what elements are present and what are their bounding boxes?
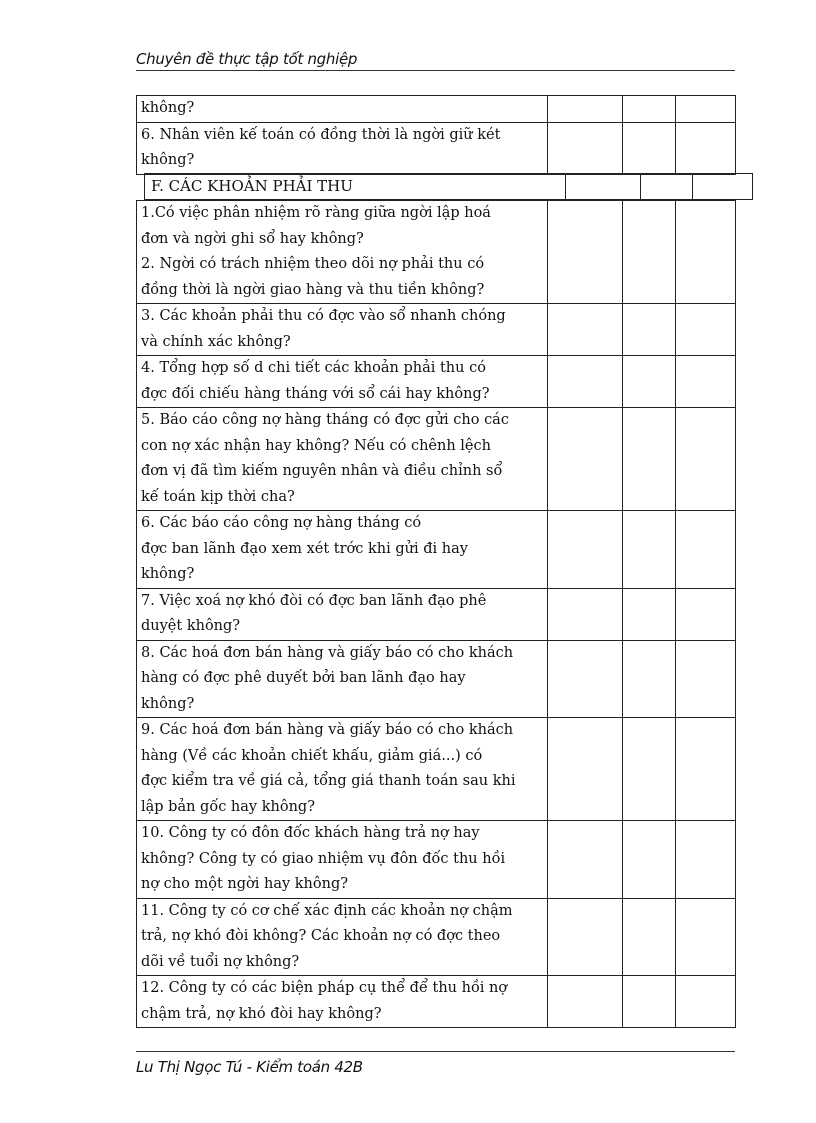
question-line: 7. Việc xoá nợ khó đòi có đợc ban lãnh đạo phê <box>141 592 487 609</box>
question-line: hàng có đợc phê duyết bởi ban lãnh đạo hay <box>141 670 466 686</box>
question-line: nợ cho một ngời hay không? <box>141 876 349 892</box>
question-row <box>137 821 736 899</box>
answer-cell <box>676 588 736 640</box>
answer-cell <box>676 821 736 899</box>
question-row <box>137 640 736 718</box>
section-row <box>144 173 752 200</box>
question-row <box>137 976 736 1028</box>
answer-cell <box>548 96 623 123</box>
question-line: 11. Công ty có cơ chế xác định các khoản nợ chậm <box>141 902 513 919</box>
question-line: 1.Có việc phân nhiệm rõ ràng giữa ngời lập hoá <box>141 205 491 221</box>
question-line: dõi về tuổi nợ không? <box>141 953 300 970</box>
answer-cell <box>676 96 736 123</box>
answer-cell <box>623 511 676 589</box>
answer-cell <box>548 201 623 304</box>
question-text <box>137 976 548 1028</box>
question-line: và chính xác không? <box>141 333 291 350</box>
page-footer-author: Lu Thị Ngọc Tú - Kiểm toán 42B <box>136 1058 363 1076</box>
question-line: đợc ban lãnh đạo xem xét trớc khi gửi đi hay <box>141 540 468 557</box>
answer-cell <box>623 356 676 408</box>
question-line: đơn vị đã tìm kiếm nguyên nhân và điều chỉnh sổ <box>141 463 503 479</box>
answer-cell <box>548 640 623 718</box>
question-line: chậm trả, nợ khó đòi hay không? <box>141 1005 382 1022</box>
answer-cell <box>676 304 736 356</box>
question-line: 8. Các hoá đơn bán hàng và giấy báo có cho khách <box>141 644 514 661</box>
answer-cell <box>623 640 676 718</box>
question-line: duyệt không? <box>141 618 241 634</box>
question-line: đợc kiểm tra về giá cả, tổng giá thanh toán sau khi <box>141 773 516 789</box>
answer-cell <box>566 174 641 200</box>
answer-cell <box>623 96 676 123</box>
question-text <box>137 356 548 408</box>
answer-cell <box>548 898 623 976</box>
answer-cell <box>623 821 676 899</box>
header-divider <box>136 70 735 71</box>
answer-cell <box>623 588 676 640</box>
question-row <box>137 96 736 123</box>
footer-divider <box>136 1051 735 1052</box>
question-line: không? <box>141 695 195 712</box>
answer-cell <box>623 122 676 174</box>
question-text <box>137 304 548 356</box>
answer-cell <box>548 356 623 408</box>
answer-cell <box>676 356 736 408</box>
question-line: 6. Nhân viên kế toán có đồng thời là ngời giữ két <box>141 126 501 143</box>
question-text <box>137 201 548 304</box>
question-line: 4. Tổng hợp số d chi tiết các khoản phải thu có <box>141 360 486 376</box>
answer-cell <box>676 898 736 976</box>
answer-cell <box>623 898 676 976</box>
page-header-title: Chuyên đề thực tập tốt nghiệp <box>136 50 358 68</box>
answer-cell <box>623 408 676 511</box>
answer-cell <box>676 976 736 1028</box>
question-row <box>137 511 736 589</box>
question-line: trả, nợ khó đòi không? Các khoản nợ có đợc theo <box>141 928 501 944</box>
question-text <box>137 898 548 976</box>
question-text <box>137 408 548 511</box>
question-line: không? Công ty có giao nhiệm vụ đôn đốc thu hồi <box>141 850 506 867</box>
answer-cell <box>676 640 736 718</box>
checklist-table-top <box>136 95 736 175</box>
answer-cell <box>676 201 736 304</box>
question-row <box>137 304 736 356</box>
answer-cell <box>548 304 623 356</box>
answer-cell <box>548 408 623 511</box>
answer-cell <box>693 174 753 200</box>
question-line: không? <box>141 566 195 582</box>
question-line: đồng thời là ngời giao hàng và thu tiền không? <box>141 281 485 298</box>
question-line: 10. Công ty có đôn đốc khách hàng trả nợ hay <box>141 825 480 841</box>
question-line: 3. Các khoản phải thu có đợc vào sổ nhanh chóng <box>141 308 506 324</box>
question-line: không? <box>141 152 195 168</box>
question-line: 6. Các báo cáo công nợ hàng tháng có <box>141 515 422 531</box>
answer-cell <box>676 718 736 821</box>
answer-cell <box>548 588 623 640</box>
question-row <box>137 718 736 821</box>
question-text <box>137 511 548 589</box>
answer-cell <box>676 122 736 174</box>
answer-cell <box>623 304 676 356</box>
answer-cell <box>548 718 623 821</box>
question-text <box>137 96 548 123</box>
answer-cell <box>676 408 736 511</box>
answer-cell <box>548 976 623 1028</box>
question-line: 5. Báo cáo công nợ hàng tháng có đợc gửi cho các <box>141 412 509 428</box>
question-text <box>137 718 548 821</box>
question-line: hàng (Về các khoản chiết khấu, giảm giá...) có <box>141 747 483 764</box>
answer-cell <box>623 718 676 821</box>
question-line: 12. Công ty có các biện pháp cụ thể để thu hồi nợ <box>141 980 508 996</box>
question-row <box>137 588 736 640</box>
answer-cell <box>623 201 676 304</box>
answer-cell <box>548 122 623 174</box>
question-line: con nợ xác nhận hay không? Nếu có chênh lệch <box>141 437 491 454</box>
section-title: F. CÁC KHOẢN PHẢI THU <box>145 174 566 200</box>
answer-cell <box>676 511 736 589</box>
question-row <box>137 898 736 976</box>
question-line: lập bản gốc hay không? <box>141 798 315 815</box>
question-line: 2. Ngời có trách nhiệm theo dõi nợ phải thu có <box>141 256 485 272</box>
question-row <box>137 122 736 174</box>
question-line: 9. Các hoá đơn bán hàng và giấy báo có cho khách <box>141 722 514 738</box>
question-text <box>137 821 548 899</box>
question-text <box>137 122 548 174</box>
checklist-table-receivables <box>136 200 736 1028</box>
answer-cell <box>548 511 623 589</box>
question-line: kế toán kịp thời cha? <box>141 488 295 505</box>
question-row <box>137 408 736 511</box>
question-row <box>137 201 736 304</box>
question-line: đợc đối chiếu hàng tháng với sổ cái hay không? <box>141 385 490 402</box>
question-line: đơn và ngời ghi sổ hay không? <box>141 230 364 247</box>
question-line: không? <box>141 100 195 116</box>
answer-cell <box>623 976 676 1028</box>
question-text <box>137 588 548 640</box>
question-row <box>137 356 736 408</box>
answer-cell <box>641 174 693 200</box>
question-text <box>137 640 548 718</box>
answer-cell <box>548 821 623 899</box>
